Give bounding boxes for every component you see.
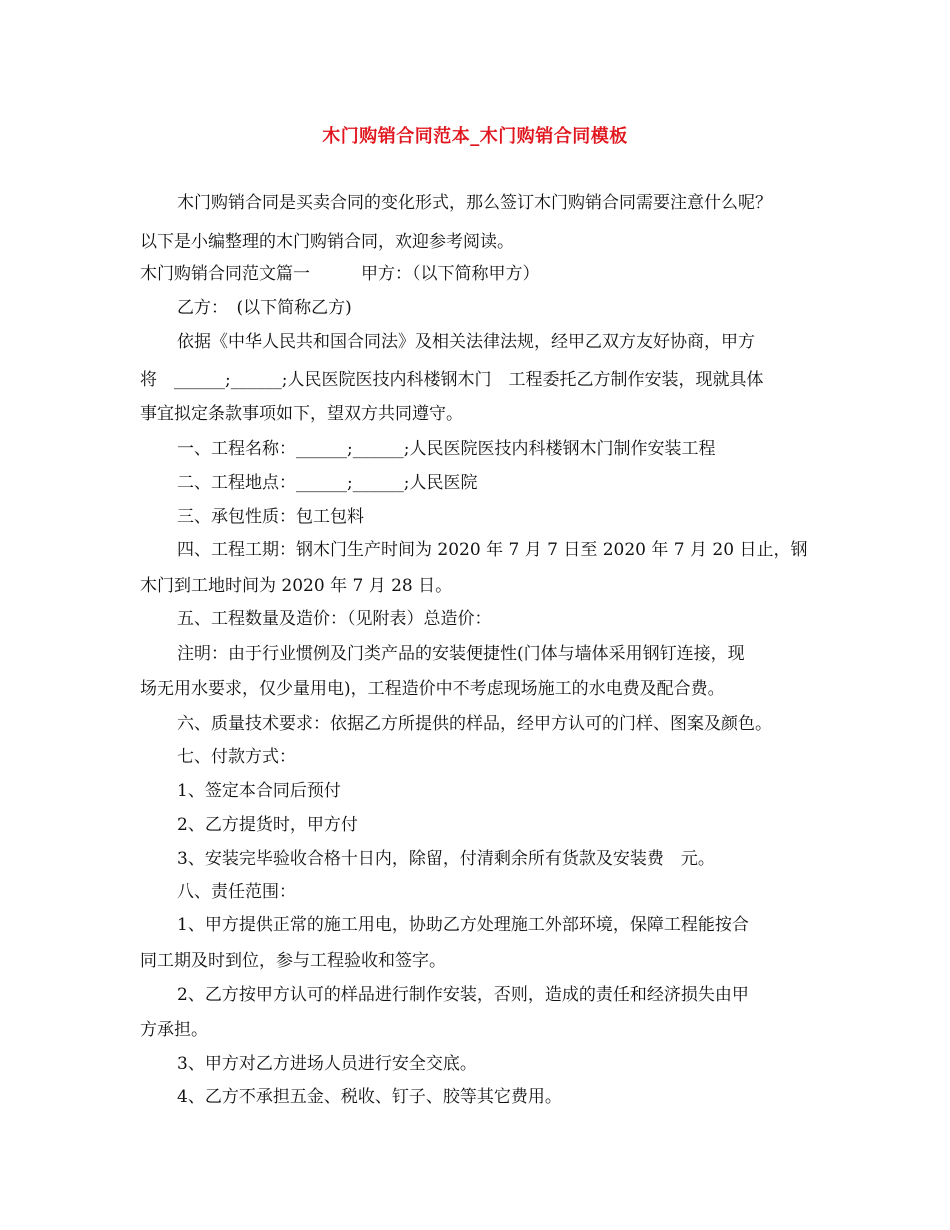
clause-3-contract-nature: 三、承包性质：包工包料 [177,507,364,527]
payment-item-3: 3、安装完毕验收合格十日内，除留，付清剩余所有货款及安装费 元。 [177,849,715,869]
payment-item-2: 2、乙方提货时，甲方付 [177,815,358,835]
clause-6-quality: 六、质量技术要求：依据乙方所提供的样品，经甲方认可的门样、图案及颜色。 [177,714,772,734]
clause-7-payment: 七、付款方式： [177,747,296,767]
note-line-1: 注明：由于行业惯例及门类产品的安装便捷性(门体与墙体采用钢钉连接，现 [177,644,745,664]
responsibility-1-line-1: 1、甲方提供正常的施工用电，协助乙方处理施工外部环境，保障工程能按合 [177,915,749,935]
sample-heading-party-a: 木门购销合同范文篇一 甲方：（以下简称甲方） [140,264,540,284]
responsibility-4: 4、乙方不承担五金、税收、钉子、胶等其它费用。 [177,1087,562,1107]
basis-line-1: 依据《中华人民共和国合同法》及相关法律法规，经甲乙双方友好协商，甲方 [177,332,755,352]
basis-line-3: 事宜拟定条款事项如下，望双方共同遵守。 [140,404,463,424]
party-b-line: 乙方： (以下简称乙方) [177,298,352,318]
clause-8-responsibility: 八、责任范围： [177,882,296,902]
note-line-2: 场无用水要求，仅少量用电)，工程造价中不考虑现场施工的水电费及配合费。 [140,679,725,699]
clause-1-project-name: 一、工程名称：______;______;人民医院医技内科楼钢木门制作安装工程 [177,439,716,459]
clause-4-schedule-line-2: 木门到工地时间为 2020 年 7 月 28 日。 [140,576,453,596]
payment-item-1: 1、签定本合同后预付 [177,781,341,801]
basis-line-2: 将 ______;______;人民医院医技内科楼钢木门 工程委托乙方制作安装，现就具体 [140,370,764,390]
clause-4-schedule-line-1: 四、工程工期：钢木门生产时间为 2020 年 7 月 7 日至 2020 年 7 月 20 日止，钢 [177,540,808,560]
clause-2-project-location: 二、工程地点：______;______;人民医院 [177,473,478,493]
responsibility-2-line-2: 方承担。 [140,1020,208,1040]
responsibility-2-line-1: 2、乙方按甲方认可的样品进行制作安装，否则，造成的责任和经济损失由甲 [177,985,749,1005]
intro-line-2: 以下是小编整理的木门购销合同，欢迎参考阅读。 [140,232,514,252]
document-title: 木门购销合同范本_木门购销合同模板 [322,126,628,147]
responsibility-1-line-2: 同工期及时到位，参与工程验收和签字。 [140,951,446,971]
intro-line-1: 木门购销合同是买卖合同的变化形式，那么签订木门购销合同需要注意什么呢？ [177,193,772,213]
clause-5-quantity-cost: 五、工程数量及造价：（见附表）总造价： [177,609,492,629]
responsibility-3: 3、甲方对乙方进场人员进行安全交底。 [177,1054,477,1074]
